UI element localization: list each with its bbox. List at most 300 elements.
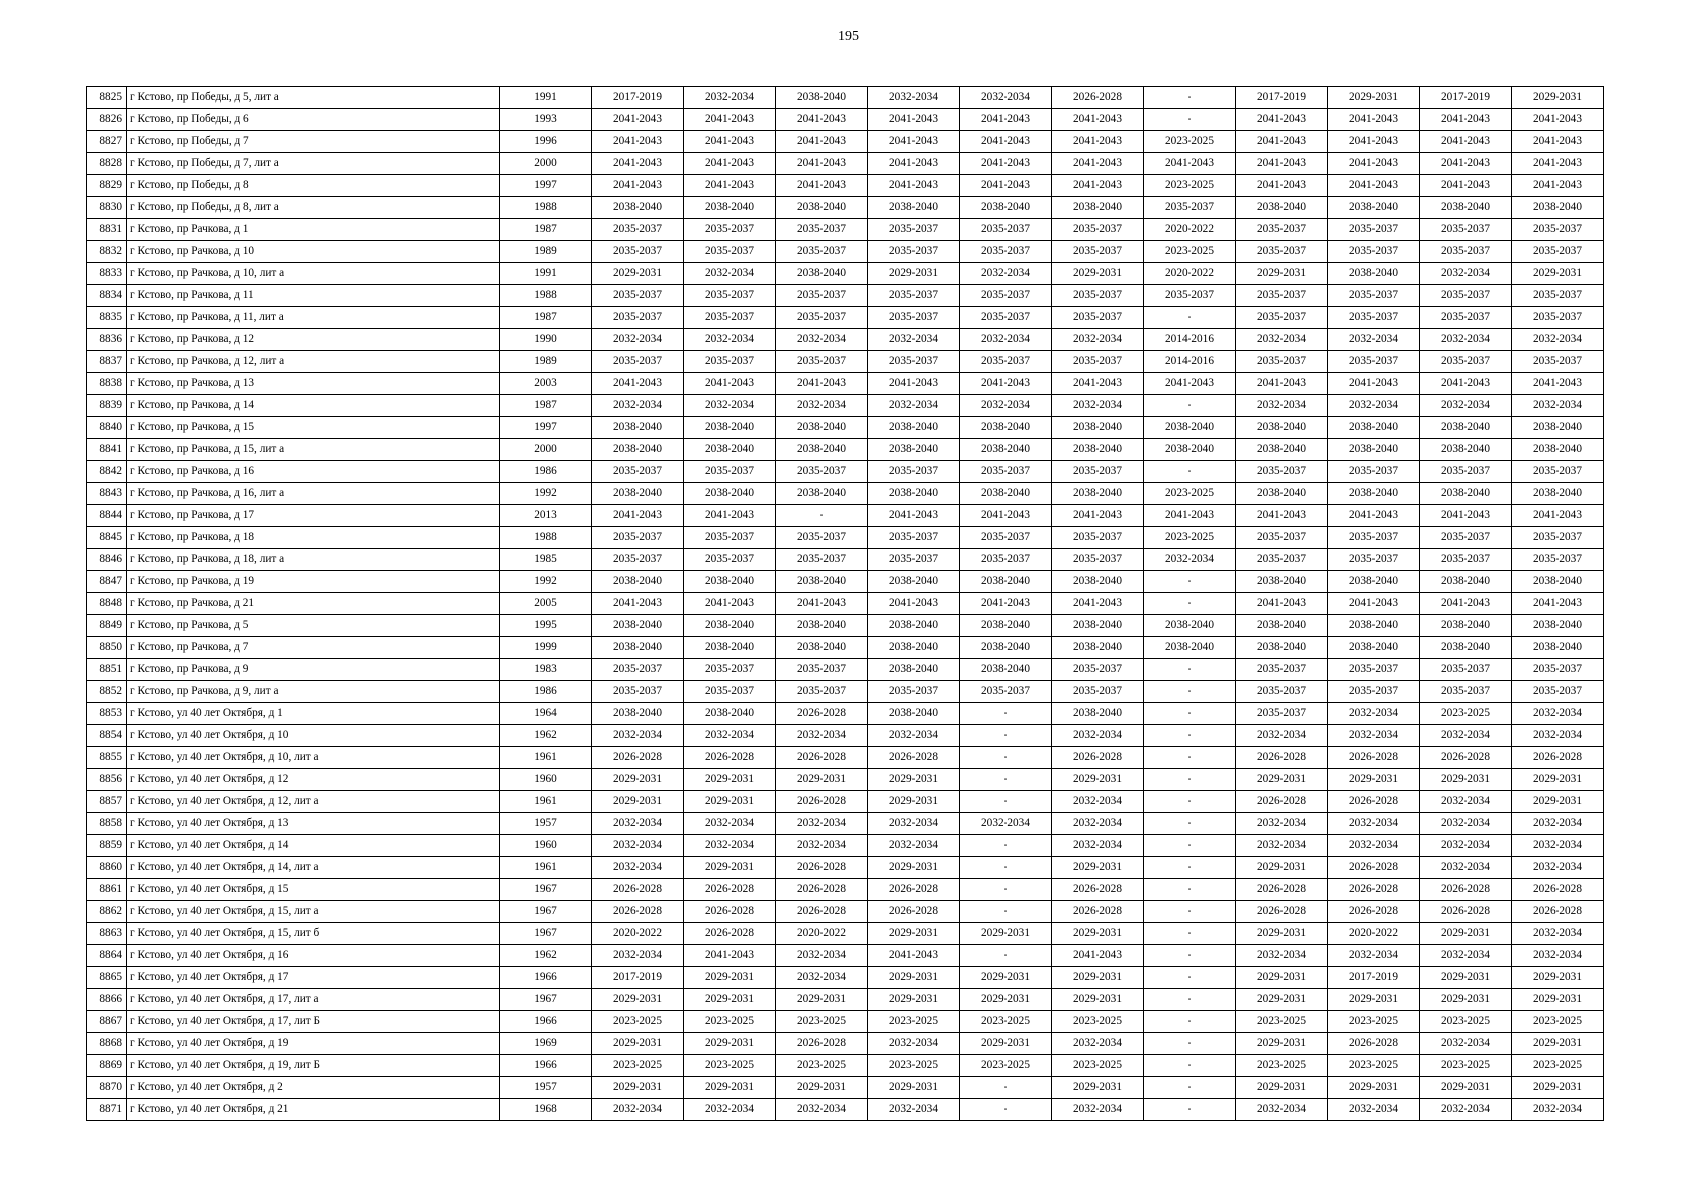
period-cell: 2038-2040	[1512, 439, 1604, 461]
period-cell: 2041-2043	[1236, 373, 1328, 395]
period-cell: 2035-2037	[1236, 351, 1328, 373]
address-cell: г Кстово, пр Рачкова, д 12, лит а	[127, 351, 500, 373]
period-cell: 2032-2034	[592, 813, 684, 835]
period-cell: 2038-2040	[1512, 571, 1604, 593]
period-cell: 2041-2043	[960, 593, 1052, 615]
period-cell: 2032-2034	[1512, 923, 1604, 945]
address-cell: г Кстово, пр Рачкова, д 12	[127, 329, 500, 351]
table-row	[87, 197, 1604, 219]
period-cell: 2029-2031	[868, 263, 960, 285]
period-cell: 2032-2034	[960, 263, 1052, 285]
period-cell: 2038-2040	[1052, 417, 1144, 439]
period-cell: 2035-2037	[1328, 351, 1420, 373]
period-cell: 2029-2031	[1512, 87, 1604, 109]
period-cell: 2041-2043	[1328, 131, 1420, 153]
table-row	[87, 285, 1604, 307]
row-number-cell: 8830	[87, 197, 127, 219]
period-cell: -	[960, 769, 1052, 791]
period-cell: 2026-2028	[1052, 901, 1144, 923]
period-cell: 2029-2031	[1328, 1077, 1420, 1099]
period-cell: 2032-2034	[592, 1099, 684, 1121]
period-cell: 2038-2040	[868, 439, 960, 461]
year-cell: 1986	[500, 461, 592, 483]
period-cell: -	[1144, 901, 1236, 923]
address-cell: г Кстово, ул 40 лет Октября, д 16	[127, 945, 500, 967]
address-cell: г Кстово, ул 40 лет Октября, д 15	[127, 879, 500, 901]
period-cell: 2038-2040	[1512, 637, 1604, 659]
period-cell: 2035-2037	[868, 351, 960, 373]
period-cell: 2032-2034	[1512, 395, 1604, 417]
period-cell: 2026-2028	[1052, 87, 1144, 109]
period-cell: 2041-2043	[960, 131, 1052, 153]
row-number-cell: 8867	[87, 1011, 127, 1033]
table-row	[87, 483, 1604, 505]
year-cell: 1995	[500, 615, 592, 637]
period-cell: 2023-2025	[1144, 527, 1236, 549]
period-cell: 2035-2037	[868, 285, 960, 307]
year-cell: 1988	[500, 197, 592, 219]
period-cell: 2035-2037	[592, 241, 684, 263]
row-number-cell: 8842	[87, 461, 127, 483]
period-cell: 2038-2040	[960, 615, 1052, 637]
period-cell: 2041-2043	[592, 131, 684, 153]
period-cell: 2029-2031	[776, 989, 868, 1011]
period-cell: 2032-2034	[868, 813, 960, 835]
period-cell: 2029-2031	[776, 1077, 868, 1099]
row-number-cell: 8825	[87, 87, 127, 109]
period-cell: 2035-2037	[1420, 461, 1512, 483]
address-cell: г Кстово, пр Рачкова, д 7	[127, 637, 500, 659]
period-cell: -	[1144, 87, 1236, 109]
period-cell: 2026-2028	[1328, 879, 1420, 901]
period-cell: 2035-2037	[1328, 285, 1420, 307]
period-cell: -	[1144, 1099, 1236, 1121]
period-cell: -	[1144, 703, 1236, 725]
period-cell: 2038-2040	[1144, 439, 1236, 461]
period-cell: 2038-2040	[684, 703, 776, 725]
period-cell: 2038-2040	[1052, 197, 1144, 219]
period-cell: 2029-2031	[1052, 857, 1144, 879]
period-cell: 2029-2031	[1236, 263, 1328, 285]
address-cell: г Кстово, пр Победы, д 6	[127, 109, 500, 131]
period-cell: 2041-2043	[776, 373, 868, 395]
period-cell: 2038-2040	[1328, 483, 1420, 505]
year-cell: 1991	[500, 87, 592, 109]
address-cell: г Кстово, пр Победы, д 7	[127, 131, 500, 153]
period-cell: 2041-2043	[960, 109, 1052, 131]
period-cell: 2041-2043	[684, 175, 776, 197]
period-cell: 2035-2037	[684, 219, 776, 241]
period-cell: 2038-2040	[592, 571, 684, 593]
period-cell: 2032-2034	[1420, 725, 1512, 747]
address-cell: г Кстово, ул 40 лет Октября, д 17	[127, 967, 500, 989]
period-cell: 2035-2037	[1512, 307, 1604, 329]
address-cell: г Кстово, пр Рачкова, д 13	[127, 373, 500, 395]
row-number-cell: 8868	[87, 1033, 127, 1055]
table-row	[87, 901, 1604, 923]
table-row	[87, 527, 1604, 549]
period-cell: 2041-2043	[1144, 505, 1236, 527]
year-cell: 2000	[500, 439, 592, 461]
period-cell: 2035-2037	[1236, 241, 1328, 263]
period-cell: 2041-2043	[1328, 153, 1420, 175]
period-cell: 2032-2034	[684, 813, 776, 835]
period-cell: 2032-2034	[868, 1099, 960, 1121]
row-number-cell: 8847	[87, 571, 127, 593]
address-cell: г Кстово, пр Рачкова, д 16	[127, 461, 500, 483]
period-cell: 2038-2040	[868, 703, 960, 725]
period-cell: 2032-2034	[1420, 1033, 1512, 1055]
period-cell: 2032-2034	[776, 967, 868, 989]
period-cell: 2035-2037	[684, 527, 776, 549]
period-cell: 2035-2037	[1512, 241, 1604, 263]
period-cell: 2032-2034	[1512, 835, 1604, 857]
period-cell: 2029-2031	[592, 1033, 684, 1055]
table-row	[87, 505, 1604, 527]
period-cell: 2041-2043	[684, 593, 776, 615]
table-row	[87, 1055, 1604, 1077]
period-cell: 2041-2043	[1512, 109, 1604, 131]
row-number-cell: 8843	[87, 483, 127, 505]
period-cell: 2035-2037	[592, 351, 684, 373]
period-cell: -	[960, 1077, 1052, 1099]
year-cell: 1961	[500, 791, 592, 813]
period-cell: 2026-2028	[1512, 879, 1604, 901]
table-body	[87, 87, 1604, 1121]
period-cell: 2038-2040	[592, 483, 684, 505]
period-cell: 2032-2034	[684, 263, 776, 285]
period-cell: 2029-2031	[684, 769, 776, 791]
period-cell: 2041-2043	[1512, 175, 1604, 197]
period-cell: 2029-2031	[1052, 263, 1144, 285]
year-cell: 1960	[500, 769, 592, 791]
row-number-cell: 8845	[87, 527, 127, 549]
period-cell: 2038-2040	[592, 439, 684, 461]
period-cell: 2038-2040	[684, 197, 776, 219]
period-cell: 2032-2034	[868, 329, 960, 351]
period-cell: 2026-2028	[1420, 747, 1512, 769]
period-cell: 2029-2031	[1236, 923, 1328, 945]
period-cell: 2038-2040	[684, 417, 776, 439]
period-cell: 2038-2040	[684, 571, 776, 593]
period-cell: 2017-2019	[592, 87, 684, 109]
period-cell: 2041-2043	[1512, 593, 1604, 615]
period-cell: 2014-2016	[1144, 329, 1236, 351]
period-cell: 2035-2037	[1420, 219, 1512, 241]
period-cell: 2026-2028	[592, 879, 684, 901]
period-cell: -	[1144, 725, 1236, 747]
period-cell: -	[1144, 857, 1236, 879]
address-cell: г Кстово, пр Рачкова, д 18	[127, 527, 500, 549]
table-row	[87, 1077, 1604, 1099]
address-cell: г Кстово, ул 40 лет Октября, д 1	[127, 703, 500, 725]
period-cell: 2029-2031	[684, 967, 776, 989]
period-cell: 2023-2025	[1512, 1055, 1604, 1077]
period-cell: -	[776, 505, 868, 527]
period-cell: 2041-2043	[592, 593, 684, 615]
year-cell: 1992	[500, 483, 592, 505]
period-cell: 2026-2028	[868, 879, 960, 901]
table-row	[87, 791, 1604, 813]
table-row	[87, 461, 1604, 483]
period-cell: 2029-2031	[684, 989, 776, 1011]
period-cell: 2032-2034	[684, 329, 776, 351]
period-cell: 2041-2043	[1512, 153, 1604, 175]
period-cell: 2035-2037	[1236, 549, 1328, 571]
period-cell: -	[960, 791, 1052, 813]
year-cell: 1967	[500, 879, 592, 901]
period-cell: 2029-2031	[960, 923, 1052, 945]
period-cell: 2035-2037	[684, 285, 776, 307]
period-cell: 2035-2037	[1144, 285, 1236, 307]
period-cell: 2041-2043	[960, 505, 1052, 527]
period-cell: 2023-2025	[1144, 175, 1236, 197]
table-row	[87, 395, 1604, 417]
row-number-cell: 8826	[87, 109, 127, 131]
page-number: 195	[838, 29, 859, 44]
period-cell: 2026-2028	[776, 747, 868, 769]
period-cell: 2035-2037	[1328, 307, 1420, 329]
year-cell: 1992	[500, 571, 592, 593]
period-cell: 2032-2034	[776, 835, 868, 857]
period-cell: 2038-2040	[1328, 197, 1420, 219]
period-cell: 2035-2037	[1420, 241, 1512, 263]
period-cell: 2029-2031	[868, 1077, 960, 1099]
table-row	[87, 351, 1604, 373]
period-cell: 2041-2043	[1420, 373, 1512, 395]
address-cell: г Кстово, пр Рачкова, д 15, лит а	[127, 439, 500, 461]
period-cell: 2038-2040	[960, 439, 1052, 461]
period-cell: 2026-2028	[684, 901, 776, 923]
period-cell: 2038-2040	[1144, 615, 1236, 637]
period-cell: -	[960, 857, 1052, 879]
period-cell: 2032-2034	[776, 1099, 868, 1121]
year-cell: 1997	[500, 175, 592, 197]
period-cell: 2038-2040	[960, 637, 1052, 659]
year-cell: 1966	[500, 967, 592, 989]
row-number-cell: 8871	[87, 1099, 127, 1121]
period-cell: 2035-2037	[776, 549, 868, 571]
period-cell: 2026-2028	[1328, 747, 1420, 769]
period-cell: 2035-2037	[1328, 241, 1420, 263]
table-row	[87, 725, 1604, 747]
address-cell: г Кстово, пр Рачкова, д 21	[127, 593, 500, 615]
period-cell: 2035-2037	[868, 681, 960, 703]
table-row	[87, 109, 1604, 131]
period-cell: 2041-2043	[868, 505, 960, 527]
period-cell: 2032-2034	[960, 329, 1052, 351]
table-row	[87, 87, 1604, 109]
period-cell: 2038-2040	[960, 197, 1052, 219]
row-number-cell: 8831	[87, 219, 127, 241]
period-cell: 2032-2034	[1328, 703, 1420, 725]
period-cell: 2032-2034	[1328, 725, 1420, 747]
period-cell: 2029-2031	[868, 967, 960, 989]
period-cell: 2029-2031	[1420, 1077, 1512, 1099]
period-cell: 2035-2037	[1328, 549, 1420, 571]
period-cell: 2035-2037	[592, 219, 684, 241]
period-cell: 2041-2043	[1512, 505, 1604, 527]
period-cell: 2041-2043	[1420, 131, 1512, 153]
period-cell: 2023-2025	[1144, 241, 1236, 263]
address-cell: г Кстово, пр Рачкова, д 1	[127, 219, 500, 241]
period-cell: 2032-2034	[684, 725, 776, 747]
period-cell: 2041-2043	[1052, 505, 1144, 527]
period-cell: 2041-2043	[776, 153, 868, 175]
row-number-cell: 8838	[87, 373, 127, 395]
row-number-cell: 8837	[87, 351, 127, 373]
period-cell: 2029-2031	[1420, 769, 1512, 791]
period-cell: -	[1144, 571, 1236, 593]
period-cell: 2038-2040	[592, 703, 684, 725]
period-cell: 2041-2043	[1328, 109, 1420, 131]
year-cell: 1996	[500, 131, 592, 153]
period-cell: 2023-2025	[1512, 1011, 1604, 1033]
period-cell: 2035-2037	[1420, 681, 1512, 703]
address-cell: г Кстово, ул 40 лет Октября, д 12, лит а	[127, 791, 500, 813]
table-row	[87, 989, 1604, 1011]
period-cell: 2038-2040	[1512, 417, 1604, 439]
period-cell: 2029-2031	[1512, 263, 1604, 285]
period-cell: 2038-2040	[868, 615, 960, 637]
period-cell: 2032-2034	[1236, 329, 1328, 351]
year-cell: 1987	[500, 395, 592, 417]
row-number-cell: 8861	[87, 879, 127, 901]
period-cell: 2032-2034	[1236, 813, 1328, 835]
address-cell: г Кстово, ул 40 лет Октября, д 12	[127, 769, 500, 791]
period-cell: 2035-2037	[1328, 527, 1420, 549]
period-cell: 2035-2037	[960, 285, 1052, 307]
period-cell: 2041-2043	[868, 131, 960, 153]
period-cell: 2038-2040	[1328, 571, 1420, 593]
period-cell: 2032-2034	[1420, 1099, 1512, 1121]
period-cell: 2020-2022	[1328, 923, 1420, 945]
period-cell: 2032-2034	[1052, 835, 1144, 857]
address-cell: г Кстово, пр Рачкова, д 5	[127, 615, 500, 637]
period-cell: -	[1144, 989, 1236, 1011]
period-cell: 2041-2043	[1236, 131, 1328, 153]
period-cell: 2038-2040	[592, 197, 684, 219]
period-cell: 2032-2034	[1052, 791, 1144, 813]
period-cell: 2017-2019	[592, 967, 684, 989]
year-cell: 1997	[500, 417, 592, 439]
period-cell: 2035-2037	[960, 681, 1052, 703]
year-cell: 2000	[500, 153, 592, 175]
period-cell: -	[1144, 879, 1236, 901]
year-cell: 1960	[500, 835, 592, 857]
period-cell: 2035-2037	[1144, 197, 1236, 219]
period-cell: 2026-2028	[1052, 747, 1144, 769]
period-cell: 2032-2034	[1420, 945, 1512, 967]
period-cell: 2041-2043	[592, 175, 684, 197]
period-cell: 2038-2040	[1420, 483, 1512, 505]
period-cell: 2035-2037	[1512, 549, 1604, 571]
period-cell: 2035-2037	[1328, 681, 1420, 703]
period-cell: 2029-2031	[1512, 791, 1604, 813]
period-cell: 2035-2037	[1236, 703, 1328, 725]
period-cell: 2029-2031	[684, 1033, 776, 1055]
period-cell: 2038-2040	[868, 483, 960, 505]
period-cell: 2035-2037	[1512, 681, 1604, 703]
period-cell: 2038-2040	[776, 615, 868, 637]
period-cell: -	[1144, 923, 1236, 945]
period-cell: 2029-2031	[868, 923, 960, 945]
period-cell: 2041-2043	[1052, 131, 1144, 153]
address-cell: г Кстово, пр Победы, д 7, лит а	[127, 153, 500, 175]
period-cell: 2041-2043	[592, 505, 684, 527]
period-cell: 2041-2043	[592, 109, 684, 131]
period-cell: 2041-2043	[960, 175, 1052, 197]
period-cell: 2035-2037	[1236, 527, 1328, 549]
period-cell: 2035-2037	[684, 549, 776, 571]
period-cell: 2038-2040	[776, 571, 868, 593]
period-cell: 2041-2043	[684, 153, 776, 175]
row-number-cell: 8859	[87, 835, 127, 857]
address-cell: г Кстово, ул 40 лет Октября, д 17, лит Б	[127, 1011, 500, 1033]
table-row	[87, 1011, 1604, 1033]
period-cell: 2041-2043	[868, 373, 960, 395]
period-cell: 2041-2043	[1236, 109, 1328, 131]
address-cell: г Кстово, пр Рачкова, д 9	[127, 659, 500, 681]
period-cell: 2032-2034	[1512, 725, 1604, 747]
period-cell: 2038-2040	[776, 637, 868, 659]
period-cell: 2041-2043	[684, 131, 776, 153]
period-cell: 2038-2040	[960, 571, 1052, 593]
period-cell: 2023-2025	[776, 1055, 868, 1077]
year-cell: 1967	[500, 923, 592, 945]
table-row	[87, 263, 1604, 285]
address-cell: г Кстово, пр Победы, д 5, лит а	[127, 87, 500, 109]
period-cell: 2023-2025	[1236, 1011, 1328, 1033]
period-cell: -	[1144, 769, 1236, 791]
row-number-cell: 8869	[87, 1055, 127, 1077]
period-cell: 2035-2037	[960, 461, 1052, 483]
period-cell: 2035-2037	[1512, 659, 1604, 681]
period-cell: 2023-2025	[960, 1011, 1052, 1033]
period-cell: 2041-2043	[1420, 109, 1512, 131]
period-cell: 2038-2040	[592, 615, 684, 637]
period-cell: 2035-2037	[1328, 659, 1420, 681]
year-cell: 1999	[500, 637, 592, 659]
period-cell: 2038-2040	[1236, 637, 1328, 659]
period-cell: 2041-2043	[1052, 945, 1144, 967]
period-cell: 2032-2034	[1420, 857, 1512, 879]
period-cell: 2029-2031	[684, 1077, 776, 1099]
period-cell: 2023-2025	[1052, 1011, 1144, 1033]
year-cell: 1966	[500, 1011, 592, 1033]
row-number-cell: 8835	[87, 307, 127, 329]
row-number-cell: 8862	[87, 901, 127, 923]
period-cell: -	[1144, 109, 1236, 131]
address-cell: г Кстово, ул 40 лет Октября, д 14	[127, 835, 500, 857]
address-cell: г Кстово, пр Рачкова, д 16, лит а	[127, 483, 500, 505]
period-cell: 2032-2034	[1236, 945, 1328, 967]
period-cell: 2032-2034	[960, 395, 1052, 417]
year-cell: 1988	[500, 285, 592, 307]
year-cell: 1957	[500, 813, 592, 835]
period-cell: 2029-2031	[1052, 1077, 1144, 1099]
year-cell: 2013	[500, 505, 592, 527]
period-cell: -	[1144, 461, 1236, 483]
period-cell: 2026-2028	[1236, 747, 1328, 769]
period-cell: 2032-2034	[592, 395, 684, 417]
period-cell: 2041-2043	[1144, 373, 1236, 395]
period-cell: 2023-2025	[592, 1055, 684, 1077]
period-cell: 2026-2028	[1236, 879, 1328, 901]
period-cell: 2032-2034	[592, 329, 684, 351]
period-cell: -	[1144, 659, 1236, 681]
year-cell: 1993	[500, 109, 592, 131]
